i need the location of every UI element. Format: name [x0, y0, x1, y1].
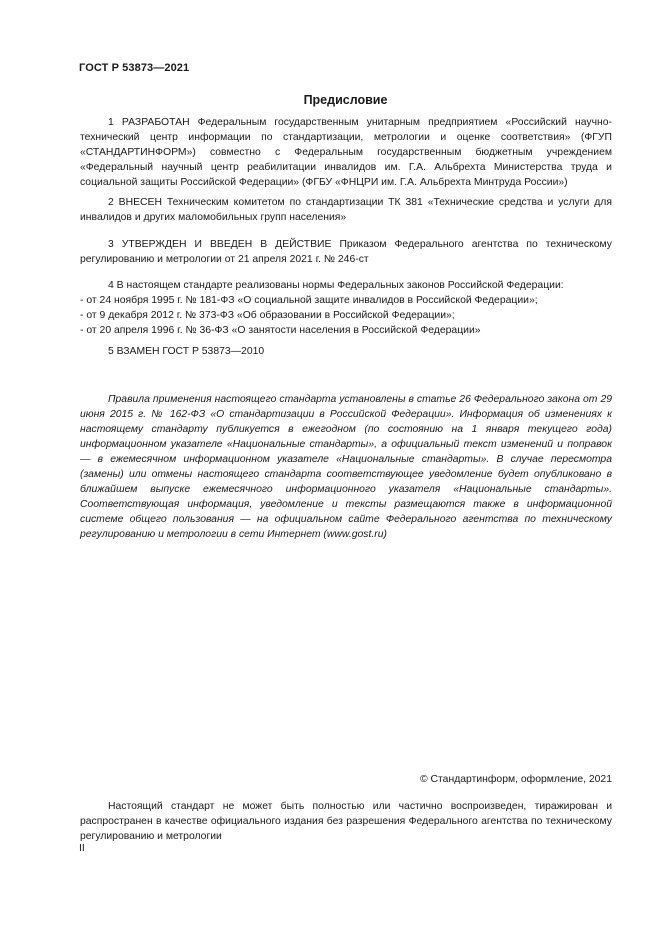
copyright-line: © Стандартинформ, оформление, 2021: [419, 774, 612, 785]
preface-item-2: 2 ВНЕСЕН Техническим комитетом по стандартизации ТК 381 «Технические средства и услуги для инвалидов и других маломобильных групп населения»: [80, 197, 612, 223]
section-title: Предисловие: [303, 93, 388, 107]
preface-item-5: 5 ВЗАМЕН ГОСТ Р 53873—2010: [108, 346, 265, 357]
preface-item-4-lead: 4 В настоящем стандарте реализованы нормы Федеральных законов Российской Федерации:: [108, 280, 564, 291]
law-list-item: - от 9 декабря 2012 г. № 373-ФЗ «Об образовании в Российской Федерации»;: [80, 310, 455, 321]
preface-item-1: 1 РАЗРАБОТАН Федеральным государственным унитарным предприятием «Российский научно-технический центр информации по стандартизации, метрологии и оценке соответствия» (ФГУП «СТАНДАРТИНФОРМ») совместно с Федеральным государственным бюджетным учреждением «Федеральный научный центр реабилитации инвалидов им. Г.А. Альбрехта Министерства труда и социальной защиты Российской Федерации» (ФГБУ «ФНЦРИ им. Г.А. Альбрехта Минтруда России»): [80, 117, 612, 188]
page-number: II: [79, 843, 85, 854]
preface-item-4: [80, 278, 612, 338]
reproduction-notice: Настоящий стандарт не может быть полностью или частично воспроизведен, тиражирован и распространен в качестве официального издания без разрешения Федерального агентства по техническому регулированию и метрологии: [80, 801, 612, 842]
standard-application-notice: Правила применения настоящего стандарта установлены в статье 26 Федерального закона от 29 июня 2015 г. № 162-ФЗ «О стандартизации в Российской Федерации». Информация об изменениях к настоящему стандарту публикуется в ежегодном (по состоянию на 1 января текущего года) информационном указателе «Национальные стандарты», а официальный текст изменений и поправок — в ежемесячном информационном указателе «Национальные стандарты». В случае пересмотра (замены) или отмены настоящего стандарта соответствующее уведомление будет опубликовано в ближайшем выпуске ежемесячного информационного указателя «Национальные стандарты». Соответствующая информация, уведомление и тексты размещаются также в информационной системе общего пользования — на официальном сайте Федерального агентства по техническому регулированию и метрологии в сети Интернет (www.gost.ru): [80, 394, 612, 540]
law-list-item: - от 20 апреля 1996 г. № 36-ФЗ «О занятости населения в Российской Федерации»: [80, 325, 481, 336]
document-code: ГОСТ Р 53873—2021: [79, 62, 190, 74]
preface-item-3: 3 УТВЕРЖДЕН И ВВЕДЕН В ДЕЙСТВИЕ Приказом Федерального агентства по техническому регулированию и метрологии от 21 апреля 2021 г. № 246-ст: [80, 239, 612, 265]
law-list-item: - от 24 ноября 1995 г. № 181-ФЗ «О социальной защите инвалидов в Российской Федерации»;: [80, 295, 538, 306]
